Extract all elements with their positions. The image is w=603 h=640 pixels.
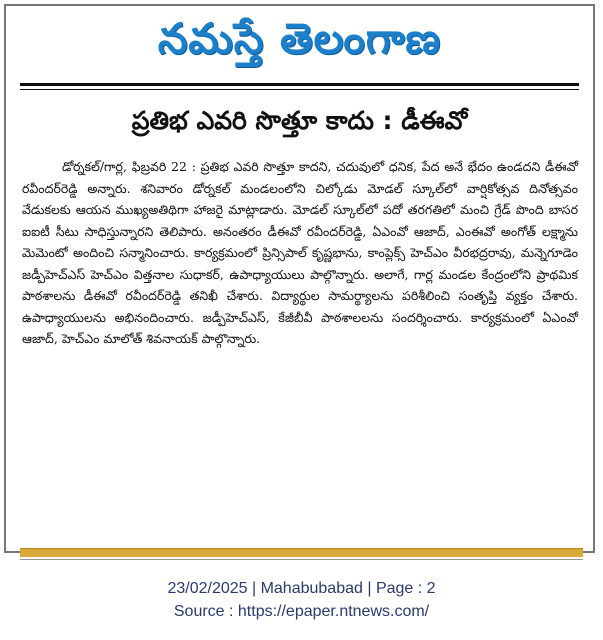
article-body: డోర్నకల్/గార్ల, ఫిబ్రవరి 22 : ప్రతిభ ఎవరి సొత్తూ కాదని, చదువులో ధనిక, పేద అనే భేదం ఉండదని డీఈవో రవీందర్‌రెడ్డి అన్నారు. శనివారం డోర్నకల్ మండలంలోని చిల్కోడు మోడల్ స్కూల్‌లో వార్షికోత్సవ దినోత్సవం వేడుకలకు ఆయన ముఖ్యఅతిథిగా హాజరై మాట్లాడారు. మోడల్ స్కూల్‌లో పదో తరగతిలో మంచి గ్రేడ్ పొంది బాసర ఐఐటీ సీటు సాధిస్తున్నారని తెలిపారు. అనంతరం డీఈవో రవీందర్‌రెడ్డి, ఏఎంవో ఆజాద్, ఎంఈవో అంగోత్ లక్ష్మాను మెమెంటో అందించి సన్మానించారు. కార్యక్రమంలో ప్రిన్సిపాల్ కృష్ణభాను, కాంప్లెక్స్ హెచ్‌ఎం వీరభద్రరావు, మన్నెగూడెం జడ్పీహెచ్‌ఎస్ హెచ్‌ఎం విత్తనాల సుధాకర్, ఉపాధ్యాయులు పాల్గొన్నారు. అలాగే, గార్ల మండల కేంద్రంలోని ప్రాథమిక పాఠశాలను డీఈవో రవీందర్‌రెడ్డి తనిఖీ చేశారు. విద్యార్థుల సామర్థ్యాలను పరిశీలించి సంతృప్తి వ్యక్తం చేశారు. ఉపాధ్యాయులను అభినందించారు. జడ్పీహెచ్‌ఎస్, కేజీబీవీ పాఠశాలలను సందర్శించారు. కార్యక్రమంలో ఏఎంవో ఆజాద్, హెచ్‌ఎం మాలోత్ శివనాయక్ పాల్గొన్నారు. bbox=[22, 159, 578, 346]
decorative-divider-line bbox=[20, 559, 583, 560]
masthead-rule-thin bbox=[20, 89, 579, 90]
newspaper-masthead: నమస్తే తెలంగాణ bbox=[157, 14, 442, 63]
masthead-rule-thick bbox=[20, 83, 579, 86]
footer-date-line: 23/02/2025 | Mahabubabad | Page : 2 bbox=[167, 580, 436, 597]
article-headline: ప్రతిభ ఎవరి సొత్తూ కాదు : డీఈవో bbox=[131, 106, 468, 135]
decorative-divider-bar bbox=[20, 548, 583, 557]
clipping-frame bbox=[4, 4, 595, 553]
footer-source-line: Source : https://epaper.ntnews.com/ bbox=[173, 603, 430, 620]
